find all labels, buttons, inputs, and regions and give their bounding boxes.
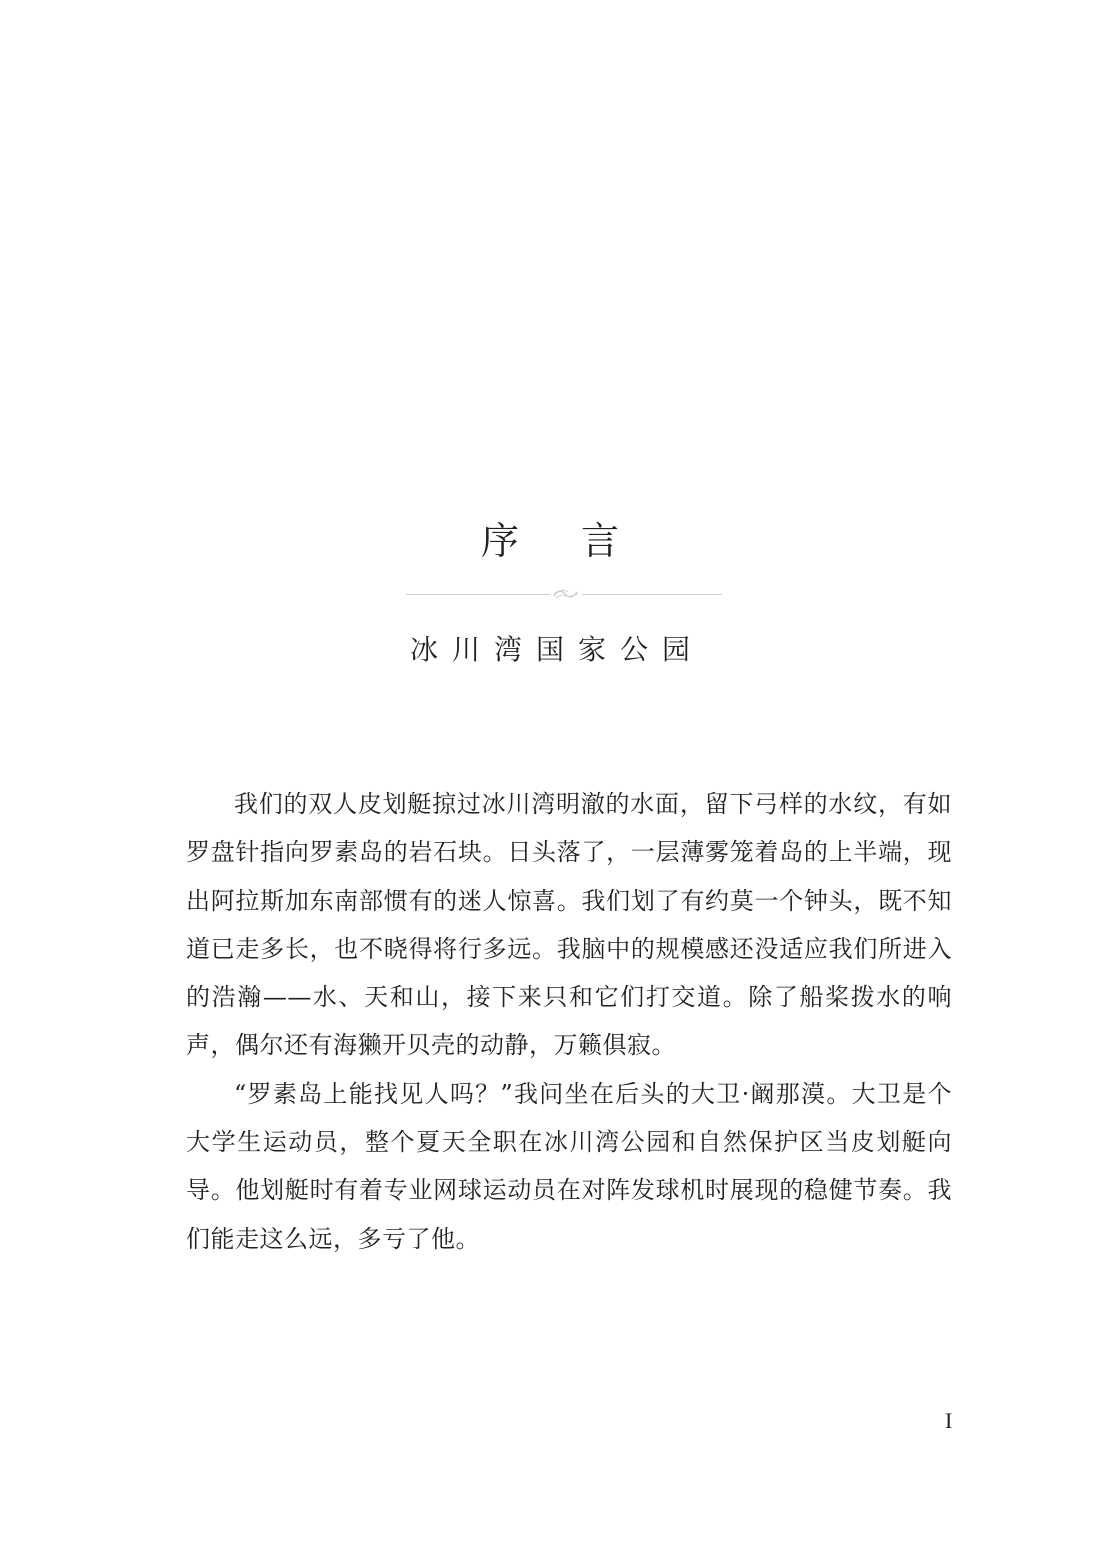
divider-line-left (406, 594, 550, 595)
title-char-1: 序 (480, 519, 519, 563)
divider-line-right (582, 594, 722, 595)
chapter-title (0, 514, 1100, 568)
paragraph-2: “罗素岛上能找见人吗？”我问坐在后头的大卫·阚那漠。大卫是个大学生运动员，整个夏天全职在冰川湾公园和自然保护区当皮划艇向导。他划艇时有着专业网球运动员在对阵发球机时展现的稳健节奏。我们能走这么远，多亏了他。 (186, 1079, 952, 1253)
page-number: I (945, 1408, 953, 1433)
body-text (186, 780, 952, 1263)
title-char-2: 言 (581, 519, 620, 563)
swash-ornament-icon (552, 586, 580, 602)
title-divider (406, 594, 722, 596)
chapter-subtitle: 冰川湾国家公园 (409, 633, 704, 666)
paragraph-1: 我们的双人皮划艇掠过冰川湾明澈的水面，留下弓样的水纹，有如罗盘针指向罗素岛的岩石块。日头落了，一层薄雾笼着岛的上半端，现出阿拉斯加东南部惯有的迷人惊喜。我们划了有约莫一个钟头，既不知道已走多长，也不晓得将行多远。我脑中的规模感还没适应我们所进入的浩瀚——水、天和山，接下来只和它们打交道。除了船桨拨水的响声，偶尔还有海獭开贝壳的动静，万籁俱寂。 (186, 790, 952, 1060)
